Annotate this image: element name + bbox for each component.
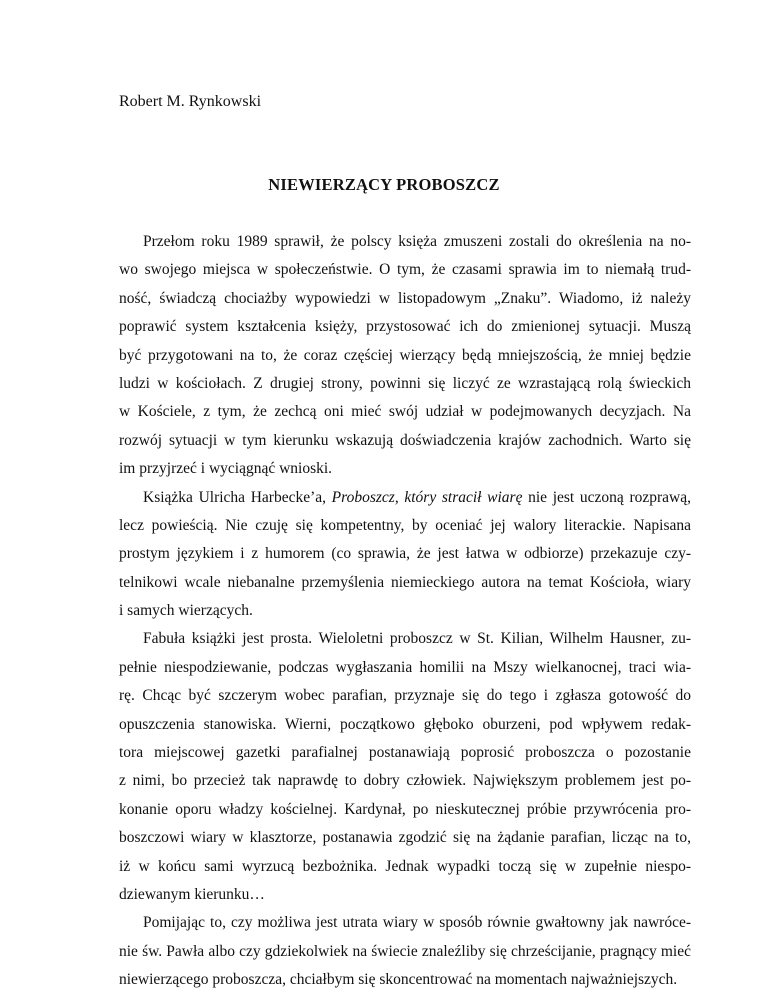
text-line: w Kościele, z tym, że zechcą oni mieć swój udział w podejmowanych decyzjach. Na [119, 403, 691, 421]
text-line: dziewanym kierunku… [119, 885, 265, 903]
text-run: Książka Ulricha Harbecke’a, [143, 488, 332, 506]
text-line: rę. Chcąc być szczerym wobec parafian, przyznaje się do tego i zgłasza gotowość do [119, 687, 691, 705]
text-line: pełnie niespodziewanie, podczas wygłaszania homilii na Mszy wielkanocnej, traci wia- [119, 658, 691, 676]
text-line: konanie oporu władzy kościelnej. Kardynał, po nieskutecznej próbie przywrócenia pro- [119, 800, 691, 818]
text-line: opuszczenia stanowiska. Wierni, początkowo głęboko oburzeni, pod wpływem redak- [119, 715, 691, 733]
book-title: Proboszcz, który stracił wiarę [331, 488, 523, 506]
text-line: rozwój sytuacji w tym kierunku wskazują doświadczenia krajów zachodnich. Warto się [119, 431, 691, 449]
text-line: i samych wierzących. [119, 602, 253, 620]
paragraph [119, 625, 691, 909]
text-line: nie św. Pawła albo czy gdziekolwiek na świecie znaleźliby się chrześcijanie, pragnący mieć [119, 942, 691, 960]
text-line: prostym językiem i z humorem (co sprawia, że jest łatwa w odbiorze) przekazuje czy- [119, 545, 691, 563]
text-run: nie jest uczoną rozprawą, [522, 488, 691, 506]
text-line: Przełom roku 1989 sprawił, że polscy księża zmuszeni zostali do określenia na no- [143, 233, 691, 250]
text-line: poprawić system kształcenia księży, przystosować ich do zmienionej sytuacji. Muszą [119, 318, 691, 336]
text-line: boszczowi wiary w klasztorze, postanawia zgodzić się na żądanie parafian, licząc na to, [119, 829, 691, 847]
text-line: iż w końcu sami wyrzucą bezbożnika. Jednak wypadki toczą się w zupełnie niespo- [119, 857, 691, 875]
paragraph [119, 484, 691, 626]
text-line: z nimi, bo przecież tak naprawdę to dobry człowiek. Największym problemem jest po- [119, 772, 691, 790]
article-body [119, 228, 691, 995]
text-line: niewierzącego proboszcza, chciałbym się skoncentrować na momentach najważniejszych. [119, 971, 678, 989]
paragraph [119, 909, 691, 994]
text-line: ność, świadczą chociażby wypowiedzi w listopadowym „Znaku”. Wiadomo, iż należy [119, 289, 691, 307]
paragraph [119, 228, 691, 484]
text-line [119, 484, 691, 512]
text-line: telnikowi wcale niebanalne przemyślenia niemieckiego autora na temat Kościoła, wiary [119, 573, 691, 591]
article-title: NIEWIERZĄCY PROBOSZCZ [268, 175, 500, 194]
text-line: im przyjrzeć i wyciągnąć wnioski. [119, 460, 333, 478]
text-line: lecz powieścią. Nie czuję się kompetentny, by oceniać jej walory literackie. Napisana [119, 516, 691, 534]
author-name: Robert M. Rynkowski [119, 93, 262, 110]
text-line: Pomijając to, czy możliwa jest utrata wiary w sposób równie gwałtowny jak nawróce- [143, 914, 691, 932]
text-line: być przygotowani na to, że coraz częściej wierzący będą mniejszością, że mniej będzie [119, 346, 691, 364]
text-line: wo swojego miejsca w społeczeństwie. O tym, że czasami sprawia im to niemałą trud- [119, 261, 691, 279]
text-line: ludzi w kościołach. Z drugiej strony, powinni się liczyć ze wzrastającą rolą świeckich [119, 374, 691, 392]
text-line: Fabuła książki jest prosta. Wieloletni proboszcz w St. Kilian, Wilhelm Hausner, zu- [143, 630, 691, 648]
text-line: tora miejscowej gazetki parafialnej postanawiają poprosić proboszcza o pozostanie [119, 744, 691, 762]
